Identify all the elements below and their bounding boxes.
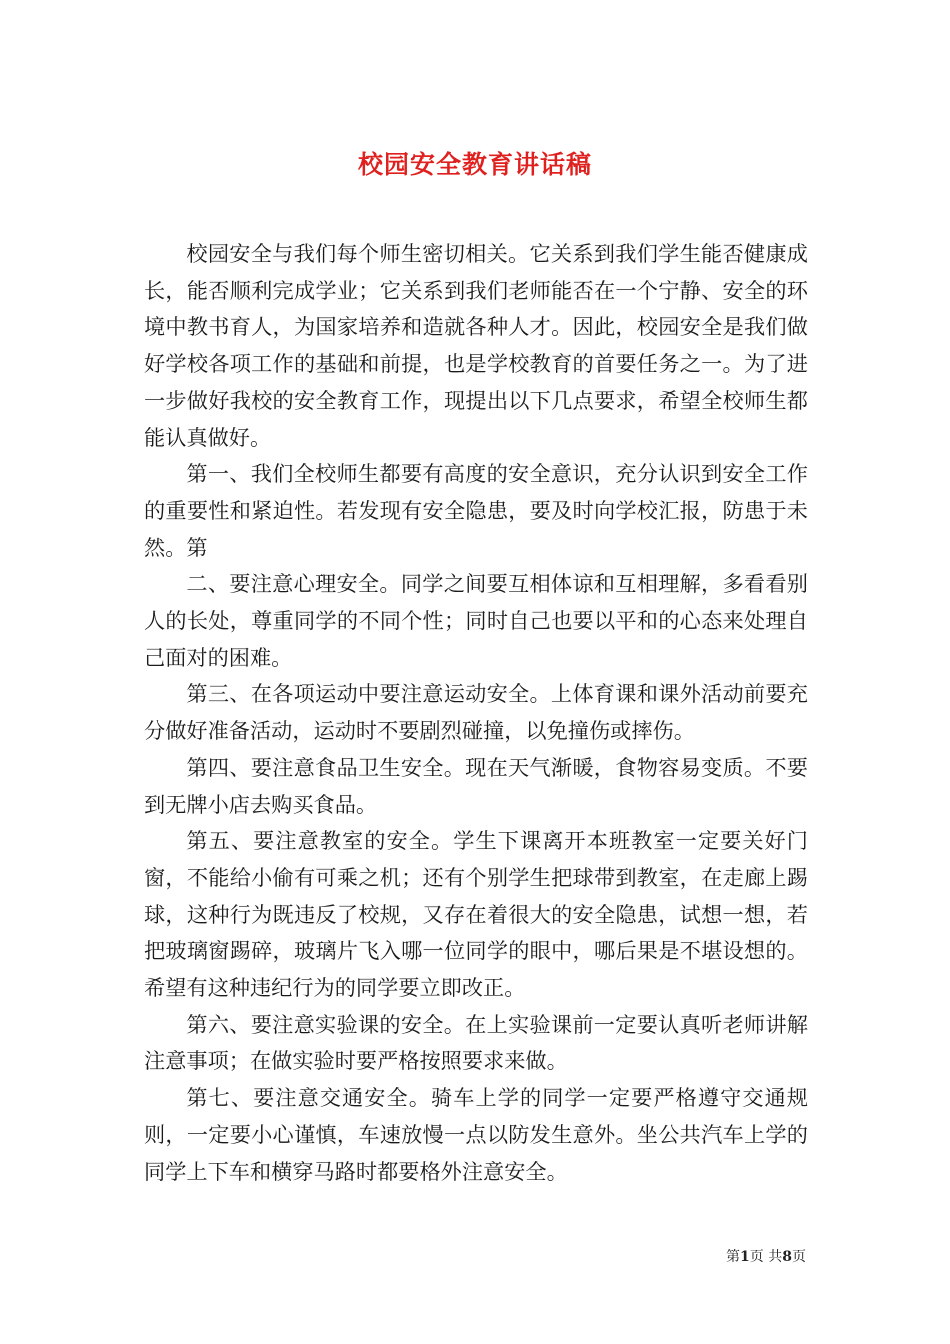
document-body bbox=[144, 236, 808, 1190]
paragraph-point-4: 第四、要注意食品卫生安全。现在天气渐暖，食物容易变质。不要到无牌小店去购买食品。 bbox=[144, 754, 808, 817]
paragraph-point-2: 二、要注意心理安全。同学之间要互相体谅和互相理解，多看看别人的长处，尊重同学的不同个性；同时自己也要以平和的心态来处理自己面对的困难。 bbox=[144, 571, 808, 670]
paragraph-intro: 校园安全与我们每个师生密切相关。它关系到我们学生能否健康成长，能否顺利完成学业；它关系到我们老师能否在一个宁静、安全的环境中教书育人，为国家培养和造就各种人才。因此，校园安全是我们做好学校各项工作的基础和前提，也是学校教育的首要任务之一。为了进一步做好我校的安全教育工作，现提出以下几点要求，希望全校师生都能认真做好。 bbox=[144, 241, 808, 450]
footer-middle: 页 共 bbox=[749, 1249, 783, 1265]
footer-suffix: 页 bbox=[792, 1249, 806, 1265]
paragraph-point-5: 第五、要注意教室的安全。学生下课离开本班教室一定要关好门窗，不能给小偷有可乘之机；还有个别学生把球带到教室，在走廊上踢球，这种行为既违反了校规，又存在着很大的安全隐患，试想一想，若把玻璃窗踢碎，玻璃片飞入哪一位同学的眼中，哪后果是不堪设想的。希望有这种违纪行为的同学要立即改正。 bbox=[144, 828, 808, 1001]
page-number-footer bbox=[0, 1248, 806, 1266]
page-title: 校园安全教育讲话稿 bbox=[357, 149, 592, 179]
paragraph-point-6: 第六、要注意实验课的安全。在上实验课前一定要认真听老师讲解注意事项；在做实验时要严格按照要求来做。 bbox=[144, 1011, 808, 1074]
current-page-number: 1 bbox=[740, 1249, 750, 1265]
paragraph-point-7: 第七、要注意交通安全。骑车上学的同学一定要严格遵守交通规则，一定要小心谨慎，车速放慢一点以防发生意外。坐公共汽车上学的同学上下车和横穿马路时都要格外注意安全。 bbox=[144, 1085, 808, 1184]
footer-prefix: 第 bbox=[726, 1249, 741, 1265]
paragraph-point-3: 第三、在各项运动中要注意运动安全。上体育课和课外活动前要充分做好准备活动，运动时不要剧烈碰撞，以免撞伤或摔伤。 bbox=[144, 681, 808, 744]
paragraph-point-1: 第一、我们全校师生都要有高度的安全意识，充分认识到安全工作的重要性和紧迫性。若发现有安全隐患，要及时向学校汇报，防患于未然。第 bbox=[144, 461, 808, 560]
total-pages-number: 8 bbox=[782, 1249, 792, 1265]
